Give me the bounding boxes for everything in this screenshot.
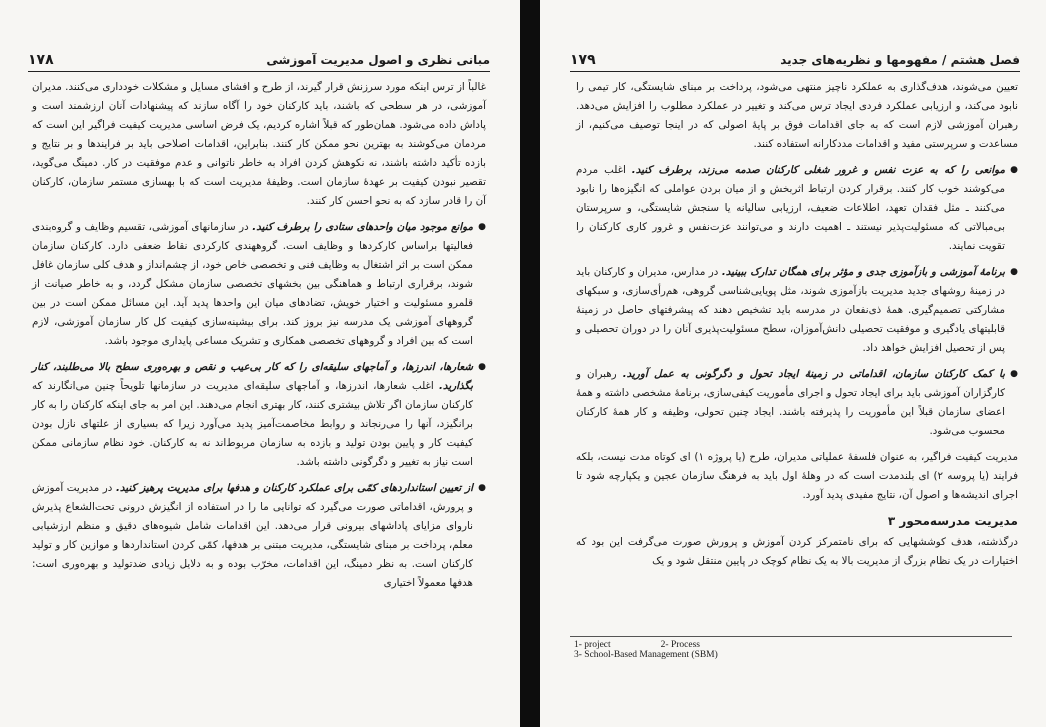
bullet-text: اغلب شعارها، اندرزها، و آماجهای سلیقه‌ای مدیریت در سازمانها تلویحاً چنین می‌انگارند که کارکنان سازمان اگر تلاش بیشتری کنند، کار بهتری انجام می‌دهند. این امر به جای اینکه کارکنان را به کار برانگیزد، آنها را می‌رنجاند و روابط مخاصمت‌آمیز پدید می‌آورد زیرا که بسیاری از علتهای نازل بودن کیفیت کار و پایین بودن تولید و بازده به سازمان مربوط‌اند نه به کارکنان. خود نظام سازمانی ممکن است نیاز به تغییر و دگرگونی داشته باشد. <box>32 380 473 468</box>
footnotes <box>574 640 1014 660</box>
closing-paragraph: مدیریت کیفیت فراگیر، به عنوان فلسفهٔ عملیاتی مدیران، طرح (یا پروژه ۱) ای کوتاه مدت نیست، بلکه فرایند (یا پروسه ۲) ای بلندمدت است که در وهلهٔ اول باید به فرهنگ سازمان عجین و یکپارچه شود تا اجرای اندیشه‌ها و اصول آن، نتایج مفیدی پدید آورد. <box>576 451 1018 501</box>
bullet-item <box>576 161 1018 256</box>
paragraph: غالباً از ترس اینکه مورد سرزنش قرار گیرند، از طرح و افشای مسایل و مشکلات خودداری می‌کنند. مدیران آموزشی، در هر سطحی که باشند، باید کارکنان خود را آگاه سازند که پیشنهادات آنان ارزشمند است و پاداش داده می‌شود. همان‌طور که قبلاً اشاره کردیم، یک فرض اساسی مدیریت کیفیت فراگیر این است که مردمان می‌کوشند به بهترین نحو ممکن کار کنند. بنابراین، اقدامات اصلاحی باید بر فرایندها و بر نتایج و بازده تأکید داشته باشند، نه نکوهش کردن افراد به خاطر ناتوانی و عدم موفقیت در کار. دمینگ می‌گوید، تقصیر نبودن کیفیت بر عهدهٔ سازمان است. وظیفهٔ مدیریت است که با بهسازی مستمر سازمان، کارکنان آن را قادر سازد که به نحو احسن کار کنند. <box>32 81 486 207</box>
running-title: فصل هشتم / مفهومها و نظریه‌های جدید <box>780 53 1020 67</box>
left-page-body <box>32 78 486 600</box>
left-page-header <box>28 52 490 68</box>
section-title: مدیریت مدرسه‌محور ۳ <box>887 514 1018 528</box>
section-paragraph: درگذشته، هدف کوششهایی که برای نامتمرکز کردن آموزش و پرورش صورت می‌گرفت این بود که اختیارات در یک نظام بزرگ از مدیریت بالا به یک نظام کوچک در پایین منتقل شود و یک <box>576 536 1018 567</box>
page-number: ۱۷۹ <box>570 52 596 68</box>
book-gutter <box>520 0 540 727</box>
bullet-item <box>32 218 486 351</box>
bullet-text: اغلب مردم می‌کوشند خوب کار کنند. برقرار کردن ارتباط اثربخش و از میان بردن عواملی که انگیزه‌ها را نابود می‌کنند ـ مثل فقدان تعهد، اطلاعات ضعیف، ارزیابی سالیانه یا سنجش شایستگی، و سرپرستان بی‌مبالاتی که مسئولیت‌پذیر نیستند ـ اهمیت دارند و می‌توانند عزت‌نفس و غرور کاری کارکنان را تقویت نمایند. <box>576 164 1005 252</box>
right-page <box>540 0 1046 727</box>
bullet-heading: شعارها، اندرزها، و آماجهای سلیقه‌ای را که کار بی‌عیب و نقص و بهره‌وری سطح بالا می‌طلبند، کنار بگذارید. <box>32 361 473 392</box>
footnote: 1- project <box>574 640 611 650</box>
right-page-header <box>570 52 1020 68</box>
bullet-heading: برنامهٔ آموزشی و بازآموزی جدی و مؤثر برای همگان تدارک ببینید. <box>721 266 1005 278</box>
bullet-heading: موانعی را که به عزت نفس و غرور شغلی کارکنان صدمه می‌زند، برطرف کنید. <box>631 164 1005 176</box>
bullet-item <box>576 365 1018 441</box>
left-page <box>0 0 520 727</box>
bullet-text: رهبران و کارگزاران آموزشی باید برای ایجاد تحول و اجرای مأموریت کیفی‌سازی، برنامهٔ مشخصی داشته و همهٔ اعضای سازمان قبلاً این مأموریت را پذیرفته باشند. ایجاد چنین تحولی، وظیفه و کار همهٔ کارکنان محسوب می‌شود. <box>576 368 1005 437</box>
footnote: 2- Process <box>660 640 700 650</box>
bullet-heading: از تعیین استانداردهای کمّی برای عملکرد کارکنان و هدفها برای مدیریت پرهیز کنید. <box>115 482 474 494</box>
bullet-text: در مدارس، مدیران و کارکنان باید در زمینهٔ روشهای جدید مدیریت بازآموزی شوند، مثل پویایی‌شناسی گروهی، هم‌رأی‌سازی، و سبکهای مشارکتی تصمیم‌گیری. همهٔ ذی‌نفعان در مدرسه باید تشخیص دهند که پیشرفتهای حاصل در زمینهٔ قابلیتهای یادگیری و موفقیت تحصیلی دانش‌آموزان، سطح مسئولیت‌پذیری آنان را در دوران تحصیلی و پس از تحصیل افزایش خواهد داد. <box>576 266 1005 354</box>
footnote-rule <box>570 636 1012 637</box>
bullet-item <box>32 358 486 472</box>
bullet-item <box>576 263 1018 358</box>
header-rule <box>570 71 1020 72</box>
page-number: ۱۷۸ <box>28 52 54 68</box>
bullet-heading: با کمک کارکنان سازمان، اقداماتی در زمینهٔ ایجاد تحول و دگرگونی به عمل آورید. <box>622 368 1005 380</box>
paragraph: تعیین می‌شوند، هدف‌گذاری به عملکرد ناچیز منتهی می‌شود، پرداخت بر مبنای شایستگی، کار تیمی را نابود می‌کند، و ارزیابی عملکرد فردی ایجاد ترس می‌کند و تغییر در عملکرد مطلوب را افزایش می‌دهد. رهبران آموزشی لازم است که به جای اقدامات فوق بر پایهٔ اصولی که در اینجا توصیف می‌کنیم، از مساعدت و سرپرستی مفید و اقدامات مددکارانه استفاده کنند. <box>576 81 1018 150</box>
footnote-row <box>574 640 1014 650</box>
header-rule <box>28 71 490 72</box>
bullet-text: در سازمانهای آموزشی، تقسیم وظایف و گروه‌بندی فعالیتها براساس کارکردها و وظایف است. گروههندی کارکردی نقاط ضعفی دارد. کارکنان سازمان ممکن است بر اثر اشتغال به وظایف فنی و تخصصی خاص خود، از چشم‌انداز و هدف کلی سازمان غافل شوند، برقراری ارتباط و هماهنگی بین بخشهای تخصصی سازمان مشکل گردد، و به خاطر صیانت از قلمرو مسئولیت و اختیار خویش، تضادهای میان این واحدها پدید آید. این مسائل ممکن است در بین گروههای آموزشی یک مدرسه نیز بروز کند. برای بیشینه‌سازی کیفیت کل کار سازمان آموزشی، لازم است که بین افراد و گروههای تخصصی همکاری و تشریک مساعی پایداری موجود باشد. <box>32 221 473 347</box>
right-page-body <box>576 78 1018 578</box>
bullet-text: در مدیریت آموزش و پرورش، اقداماتی صورت می‌گیرد که توانایی ما را در استفاده از انگیزش درونی تحت‌الشعاع پذیرش ناروای مزایای پاداشهای بیرونی قرار می‌دهد. این اقدامات شامل شیوه‌های دقیق و منظم ارزشیابی معلم، پرداخت بر مبنای شایستگی، مدیریت مبتنی بر هدفها، کمّی کردن استانداردها و موازین کار و تولید کارکنان است. به نظر دمینگ، این اقدامات، مخرّب بوده و به دلایل زیادی ضدتولید و بهره‌وری است: هدفها معمولاً اختیاری <box>32 482 473 589</box>
footnote: 3- School-Based Management (SBM) <box>574 650 718 660</box>
running-title: مبانی نظری و اصول مدیریت آموزشی <box>266 53 490 67</box>
bullet-heading: موانع موجود میان واحدهای ستادی را برطرف کنید. <box>252 221 473 233</box>
bullet-item <box>32 479 486 593</box>
